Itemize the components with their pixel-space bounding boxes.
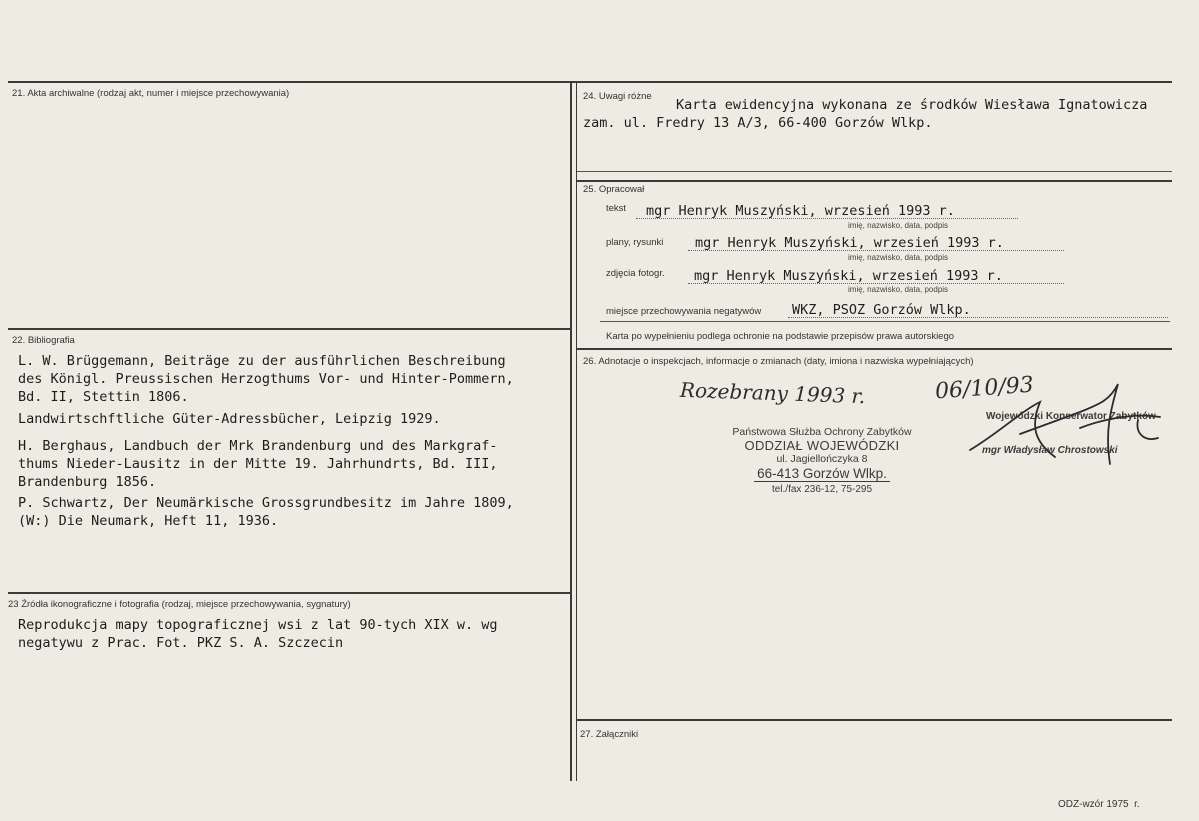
author-plans-line: [688, 250, 1064, 251]
stamp-line-5: tel./fax 236-12, 75-295: [771, 484, 873, 495]
stamp-line-2: ODDZIAŁ WOJEWÓDZKI: [744, 438, 900, 453]
form-identifier: ODZ-wzór 1975 r.: [1058, 799, 1140, 810]
rule-24-25: [577, 180, 1172, 182]
section-24-label: 24. Uwagi różne: [583, 91, 652, 102]
bibliography-entry-4: P. Schwartz, Der Neumärkische Grossgrundbesitz im Jahre 1809, (W:) Die Neumark, Heft 11, 1936.: [18, 495, 514, 529]
copyright-note: Karta po wypełnieniu podlega ochronie na podstawie przepisów prawa autorskiego: [606, 331, 955, 342]
section-25-label: 25. Opracował: [583, 184, 645, 195]
rule-22-23: [8, 592, 570, 594]
remarks-line-1: Karta ewidencyjna wykonana ze środków Wiesława Ignatowicza: [676, 97, 1148, 113]
author-plans-value: mgr Henryk Muszyński, wrzesień 1993 r.: [695, 235, 1004, 251]
author-text-label: tekst: [606, 203, 627, 214]
negatives-value: WKZ, PSOZ Gorzów Wlkp.: [792, 302, 971, 318]
author-photos-sub: imię, nazwisko, data, podpis: [848, 285, 949, 294]
stamp-line-1: Państwowa Służba Ochrony Zabytków: [732, 426, 912, 438]
author-photos-line: [688, 283, 1064, 284]
bibliography-entry-2: Landwirtschftliche Güter-Adressbücher, Leipzig 1929.: [18, 411, 441, 427]
office-stamp: [722, 426, 922, 495]
conservator-title: Wojewódzki Konserwator Zabytków: [986, 411, 1156, 422]
author-photos-value: mgr Henryk Muszyński, wrzesień 1993 r.: [694, 268, 1003, 284]
signature-mark: [960, 372, 1170, 482]
handwritten-demolished-note: Rozebrany 1993 r.: [679, 377, 866, 409]
section-27-label: 27. Załączniki: [580, 729, 639, 740]
section-22-label: 22. Bibliografia: [12, 335, 75, 346]
section-21-label: 21. Akta archiwalne (rodzaj akt, numer i miejsce przechowywania): [12, 88, 290, 99]
rule-25-inner: [600, 321, 1170, 322]
stamp-line-4: 66-413 Gorzów Wlkp.: [754, 466, 890, 482]
author-text-line: [636, 218, 1018, 219]
author-photos-label: zdjęcia fotogr.: [606, 268, 665, 279]
negatives-line: [788, 317, 1168, 318]
top-rule: [8, 81, 1172, 83]
handwritten-date: 06/10/93: [934, 372, 1035, 405]
rule-24-underline: [577, 171, 1172, 172]
rule-21-22: [8, 328, 570, 330]
iconography-text: Reprodukcja mapy topograficznej wsi z lat 90-tych XIX w. wg negatywu z Prac. Fot. PKZ S. A. Szczecin: [18, 617, 498, 651]
bibliography-entry-1: L. W. Brüggemann, Beiträge zu der ausführlichen Beschreibung des Königl. Preussischen Herzogthums Vor- und Hinter-Pommern, Bd. II, Stettin 1806.: [18, 353, 514, 405]
negatives-label: miejsce przechowywania negatywów: [606, 306, 762, 317]
author-plans-label: plany, rysunki: [606, 237, 664, 248]
stamp-line-3: ul. Jagiellończyka 8: [776, 453, 868, 465]
author-text-value: mgr Henryk Muszyński, wrzesień 1993 r.: [646, 203, 955, 219]
section-26-label: 26. Adnotacje o inspekcjach, informacje o zmianach (daty, imiona i nazwiska wypełniających): [583, 356, 974, 367]
author-plans-sub: imię, nazwisko, data, podpis: [848, 253, 949, 262]
section-23-label: 23 Źródła ikonograficzne i fotografia (rodzaj, miejsce przechowywania, sygnatury): [8, 599, 351, 610]
remarks-line-2: zam. ul. Fredry 13 A/3, 66-400 Gorzów Wlkp.: [583, 115, 933, 131]
conservator-name: mgr Władysław Chrostowski: [982, 445, 1118, 456]
rule-26-27: [577, 719, 1172, 721]
bibliography-entry-3: H. Berghaus, Landbuch der Mrk Brandenburg und des Markgraf- thums Nieder-Lausitz in der Mitte 19. Jahrhundrts, Bd. III, Brandenburg 1856.: [18, 438, 498, 490]
center-divider: [570, 81, 572, 781]
right-column-divider: [576, 81, 577, 781]
rule-25-26: [577, 348, 1172, 350]
author-text-sub: imię, nazwisko, data, podpis: [848, 221, 949, 230]
